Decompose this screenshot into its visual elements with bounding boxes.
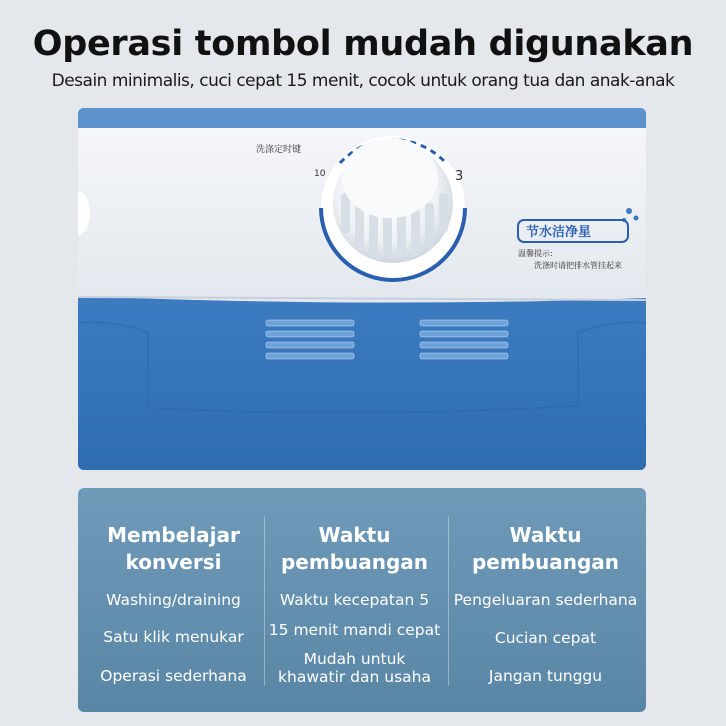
feature-heading xyxy=(262,522,447,576)
feature-item: khawatir dan usaha xyxy=(278,668,431,686)
feature-item: Washing/draining xyxy=(106,591,241,609)
feature-heading xyxy=(81,522,266,576)
features-panel xyxy=(78,488,646,712)
feature-heading-line: Membelajar xyxy=(107,523,240,547)
feature-heading-line: pembuangan xyxy=(280,550,429,574)
headline: Operasi tombol mudah digunakan xyxy=(32,24,694,64)
timer-label: 洗涤定时键 xyxy=(256,145,302,155)
feature-item: 15 menit mandi cepat xyxy=(268,621,441,639)
feature-item: Waktu kecepatan 5 xyxy=(279,591,430,609)
feature-heading xyxy=(453,522,638,576)
notice-title: 温馨提示: xyxy=(518,249,553,258)
feature-heading-line: Waktu xyxy=(509,523,582,547)
feature-column-1 xyxy=(81,488,266,712)
feature-column-2 xyxy=(262,488,447,712)
feature-column-3 xyxy=(453,488,638,712)
dial-left-mark: 10 xyxy=(314,169,326,179)
notice-text: 洗涤时请把排水管挂起来 xyxy=(534,261,622,270)
column-divider xyxy=(448,516,449,686)
feature-heading-line: pembuangan xyxy=(471,550,620,574)
washing-machine-illustration xyxy=(78,108,646,470)
feature-item: Satu klik menukar xyxy=(103,628,244,646)
feature-item: Jangan tunggu xyxy=(488,667,603,685)
dial-right-mark: 3 xyxy=(455,169,464,184)
feature-heading-line: Waktu xyxy=(318,523,391,547)
subheadline: Desain minimalis, cuci cepat 15 menit, cocok untuk orang tua dan anak-anak xyxy=(51,71,675,91)
product-photo xyxy=(78,108,646,470)
feature-item: Operasi sederhana xyxy=(100,667,247,685)
feature-item: Cucian cepat xyxy=(494,629,597,647)
brand-label: 节水洁净星 xyxy=(526,225,592,240)
feature-heading-line: konversi xyxy=(125,550,222,574)
feature-item: Pengeluaran sederhana xyxy=(453,591,638,609)
feature-item: Mudah untuk xyxy=(303,650,406,668)
